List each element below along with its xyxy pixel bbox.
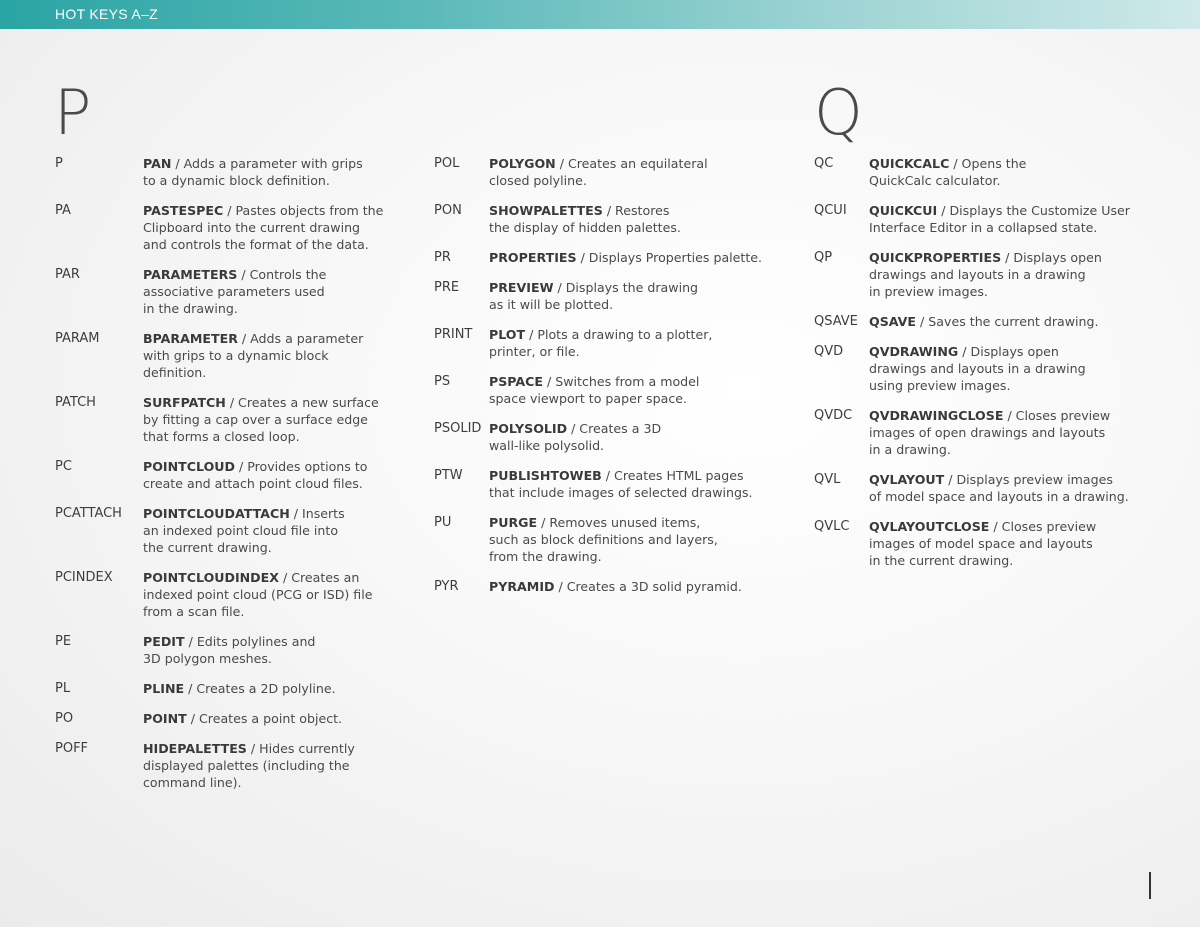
description-line	[869, 249, 1102, 266]
command-name: PURGE	[489, 515, 538, 530]
description-line	[489, 373, 699, 390]
description-line: from a scan file.	[143, 604, 245, 619]
header-title: HOT KEYS A–Z	[55, 6, 158, 22]
description-text: / Creates an	[278, 570, 360, 585]
hotkey-code: PE	[55, 634, 72, 649]
description-text: / Closes preview	[1003, 408, 1111, 423]
description-line	[489, 467, 753, 484]
description-line: such as block definitions and layers,	[489, 532, 718, 547]
description-line: the current drawing.	[143, 540, 272, 555]
hotkey-description	[489, 326, 712, 360]
hotkey-code: PRINT	[434, 327, 473, 342]
description-line: to a dynamic block definition.	[143, 173, 330, 188]
hotkey-description	[489, 249, 762, 266]
column-q	[814, 155, 1154, 582]
command-name: QUICKPROPERTIES	[869, 250, 1002, 265]
hotkey-code: PATCH	[55, 395, 96, 410]
description-text: / Provides options to	[234, 459, 368, 474]
hotkey-description	[489, 420, 661, 454]
hotkey-entry	[814, 313, 1154, 330]
description-line: and controls the format of the data.	[143, 237, 369, 252]
description-text: / Displays the Customize User	[937, 203, 1130, 218]
command-name: QSAVE	[869, 314, 917, 329]
description-line: in a drawing.	[869, 442, 951, 457]
description-text: / Inserts	[289, 506, 345, 521]
description-line	[869, 518, 1096, 535]
description-text: / Closes preview	[989, 519, 1097, 534]
hotkey-entry	[434, 467, 774, 501]
command-name: QVLAYOUTCLOSE	[869, 519, 990, 534]
hotkey-description	[869, 155, 1026, 189]
command-name: POINTCLOUDATTACH	[143, 506, 290, 521]
hotkey-entry	[434, 578, 774, 595]
description-line	[869, 343, 1086, 360]
hotkey-entry	[55, 569, 395, 620]
description-line	[489, 514, 718, 531]
hotkey-code: PTW	[434, 468, 463, 483]
description-line	[143, 330, 363, 347]
command-name: PSPACE	[489, 374, 543, 389]
hotkey-code: PSOLID	[434, 421, 482, 436]
command-name: QUICKCUI	[869, 203, 938, 218]
description-line	[143, 680, 336, 697]
hotkey-entry	[814, 202, 1154, 236]
hotkey-entry	[434, 420, 774, 454]
hotkey-description	[869, 518, 1096, 569]
hotkey-description	[143, 155, 363, 189]
hotkey-code: PR	[434, 250, 451, 265]
command-name: SHOWPALETTES	[489, 203, 603, 218]
description-line	[489, 249, 762, 266]
description-text: / Edits polylines and	[184, 634, 316, 649]
hotkey-description	[489, 155, 708, 189]
description-line: indexed point cloud (PCG or ISD) file	[143, 587, 373, 602]
hotkey-entry	[55, 633, 395, 667]
description-line	[143, 155, 363, 172]
description-line: an indexed point cloud file into	[143, 523, 339, 538]
description-text: / Adds a parameter with grips	[171, 156, 363, 171]
hotkey-code: PYR	[434, 579, 459, 594]
description-line	[869, 313, 1099, 330]
hotkey-code: PCATTACH	[55, 506, 122, 521]
description-line: space viewport to paper space.	[489, 391, 687, 406]
hotkey-entry	[434, 249, 774, 266]
hotkey-code: PCINDEX	[55, 570, 113, 585]
hotkey-description	[869, 313, 1099, 330]
hotkey-description	[143, 680, 336, 697]
description-text: / Adds a parameter	[237, 331, 364, 346]
description-line: command line).	[143, 775, 242, 790]
hotkey-code: PRE	[434, 280, 460, 295]
description-line: of model space and layouts in a drawing.	[869, 489, 1129, 504]
hotkey-entry	[814, 471, 1154, 505]
description-line	[869, 471, 1129, 488]
hotkey-code: PS	[434, 374, 451, 389]
description-line	[489, 155, 708, 172]
hotkey-entry	[434, 373, 774, 407]
hotkey-code: POFF	[55, 741, 89, 756]
hotkey-code: PO	[55, 711, 74, 726]
description-line: that forms a closed loop.	[143, 429, 300, 444]
hotkey-code: PON	[434, 203, 462, 218]
hotkey-entry	[55, 330, 395, 381]
description-line: using preview images.	[869, 378, 1011, 393]
description-line	[489, 202, 681, 219]
header-bar	[0, 0, 1200, 29]
command-name: PEDIT	[143, 634, 185, 649]
section-letter-q: Q	[814, 76, 863, 149]
description-line: in the current drawing.	[869, 553, 1014, 568]
column-p-left	[55, 155, 395, 804]
description-line: create and attach point cloud files.	[143, 476, 363, 491]
description-line	[143, 458, 368, 475]
hotkey-description	[489, 373, 699, 407]
hotkey-code: P	[55, 156, 63, 171]
description-line: as it will be plotted.	[489, 297, 614, 312]
command-name: QVDRAWING	[869, 344, 959, 359]
description-line: images of open drawings and layouts	[869, 425, 1106, 440]
description-line: with grips to a dynamic block	[143, 348, 329, 363]
hotkey-entry	[55, 202, 395, 253]
command-name: POINT	[143, 711, 187, 726]
command-name: BPARAMETER	[143, 331, 238, 346]
hotkey-description	[489, 578, 742, 595]
command-name: QUICKCALC	[869, 156, 950, 171]
command-name: POLYGON	[489, 156, 556, 171]
hotkey-description	[869, 202, 1130, 236]
hotkey-entry	[434, 202, 774, 236]
command-name: PROPERTIES	[489, 250, 577, 265]
hotkey-entry	[434, 514, 774, 565]
hotkey-code: QVD	[814, 344, 844, 359]
command-name: PASTESPEC	[143, 203, 224, 218]
hotkey-code: PARAM	[55, 331, 100, 346]
hotkey-entry	[55, 505, 395, 556]
command-name: PYRAMID	[489, 579, 555, 594]
description-line: the display of hidden palettes.	[489, 220, 681, 235]
hotkey-entry	[55, 458, 395, 492]
description-line	[143, 569, 373, 586]
description-line: QuickCalc calculator.	[869, 173, 1001, 188]
description-text: / Removes unused items,	[537, 515, 701, 530]
command-name: POINTCLOUD	[143, 459, 235, 474]
hotkey-code: PAR	[55, 267, 80, 282]
command-name: POLYSOLID	[489, 421, 568, 436]
page-marker	[1149, 872, 1151, 899]
hotkey-code: QSAVE	[814, 314, 858, 329]
hotkey-code: QP	[814, 250, 833, 265]
command-name: PARAMETERS	[143, 267, 238, 282]
hotkey-entry	[55, 680, 395, 697]
hotkey-code: PU	[434, 515, 452, 530]
description-line: in the drawing.	[143, 301, 238, 316]
description-line: Interface Editor in a collapsed state.	[869, 220, 1098, 235]
hotkey-description	[143, 394, 379, 445]
hotkey-description	[143, 633, 315, 667]
description-text: / Plots a drawing to a plotter,	[525, 327, 713, 342]
hotkey-code: PL	[55, 681, 71, 696]
hotkey-entry	[55, 266, 395, 317]
hotkey-description	[143, 330, 363, 381]
description-line	[489, 578, 742, 595]
command-name: PLINE	[143, 681, 185, 696]
description-line: that include images of selected drawings.	[489, 485, 753, 500]
description-text: / Creates a 3D solid pyramid.	[554, 579, 742, 594]
hotkey-description	[143, 710, 342, 727]
description-line: associative parameters used	[143, 284, 325, 299]
description-line	[143, 633, 315, 650]
description-text: / Displays open	[958, 344, 1059, 359]
hotkey-description	[869, 471, 1129, 505]
hotkey-entry	[434, 279, 774, 313]
hotkey-entry	[55, 710, 395, 727]
description-line: drawings and layouts in a drawing	[869, 267, 1086, 282]
hotkey-description	[869, 343, 1086, 394]
hotkey-description	[489, 279, 698, 313]
hotkey-description	[869, 249, 1102, 300]
hotkey-entry	[434, 155, 774, 189]
hotkey-description	[143, 266, 326, 317]
hotkey-description	[489, 202, 681, 236]
command-name: PLOT	[489, 327, 526, 342]
description-line	[489, 420, 661, 437]
command-name: QVLAYOUT	[869, 472, 945, 487]
hotkey-entry	[55, 394, 395, 445]
description-line: from the drawing.	[489, 549, 602, 564]
command-name: PAN	[143, 156, 172, 171]
hotkey-code: PC	[55, 459, 72, 474]
hotkey-description	[143, 740, 355, 791]
hotkey-code: QC	[814, 156, 834, 171]
command-name: QVDRAWINGCLOSE	[869, 408, 1004, 423]
description-line: 3D polygon meshes.	[143, 651, 272, 666]
hotkey-description	[143, 569, 373, 620]
hotkey-description	[143, 505, 345, 556]
description-line: wall-like polysolid.	[489, 438, 605, 453]
description-line	[143, 740, 355, 757]
hotkey-description	[143, 202, 383, 253]
description-text: / Controls the	[237, 267, 327, 282]
hotkey-entry	[434, 326, 774, 360]
hotkey-code: QVDC	[814, 408, 853, 423]
description-text: / Displays open	[1001, 250, 1102, 265]
description-line	[143, 710, 342, 727]
description-text: / Displays Properties palette.	[576, 250, 763, 265]
description-line: Clipboard into the current drawing	[143, 220, 361, 235]
description-line	[143, 202, 383, 219]
description-text: / Hides currently	[246, 741, 355, 756]
description-text: / Creates a 2D polyline.	[184, 681, 336, 696]
hotkey-description	[489, 514, 718, 565]
hotkey-entry	[814, 155, 1154, 189]
hotkey-entry	[55, 740, 395, 791]
description-line: images of model space and layouts	[869, 536, 1093, 551]
description-line: in preview images.	[869, 284, 988, 299]
hotkey-code: PA	[55, 203, 71, 218]
description-line: by fitting a cap over a surface edge	[143, 412, 368, 427]
description-line: closed polyline.	[489, 173, 587, 188]
command-name: PREVIEW	[489, 280, 554, 295]
description-text: / Restores	[602, 203, 670, 218]
description-text: / Displays preview images	[944, 472, 1113, 487]
hotkey-description	[489, 467, 753, 501]
description-text: / Creates a point object.	[186, 711, 343, 726]
hotkey-entry	[814, 407, 1154, 458]
hotkey-entry	[814, 343, 1154, 394]
hotkey-code: QCUI	[814, 203, 847, 218]
description-text: / Saves the current drawing.	[916, 314, 1099, 329]
section-letter-p: P	[54, 76, 92, 149]
description-line	[869, 407, 1110, 424]
description-text: / Creates HTML pages	[601, 468, 744, 483]
description-text: / Creates a 3D	[567, 421, 662, 436]
command-name: POINTCLOUDINDEX	[143, 570, 279, 585]
command-name: SURFPATCH	[143, 395, 226, 410]
command-name: HIDEPALETTES	[143, 741, 247, 756]
hotkey-code: QVLC	[814, 519, 850, 534]
command-name: PUBLISHTOWEB	[489, 468, 602, 483]
description-line	[143, 266, 326, 283]
description-line	[489, 326, 712, 343]
hotkey-code: POL	[434, 156, 460, 171]
hotkey-description	[869, 407, 1110, 458]
description-text: / Creates a new surface	[225, 395, 379, 410]
hotkey-entry	[814, 518, 1154, 569]
hotkey-code: QVL	[814, 472, 841, 487]
hotkey-description	[143, 458, 368, 492]
description-line: definition.	[143, 365, 207, 380]
description-line	[143, 505, 345, 522]
hotkey-entry	[55, 155, 395, 189]
description-text: / Displays the drawing	[553, 280, 699, 295]
description-line: printer, or file.	[489, 344, 580, 359]
column-p-right	[434, 155, 774, 608]
description-line: drawings and layouts in a drawing	[869, 361, 1086, 376]
description-text: / Opens the	[949, 156, 1027, 171]
description-text: / Creates an equilateral	[555, 156, 708, 171]
description-text: / Switches from a model	[542, 374, 700, 389]
description-line	[869, 202, 1130, 219]
description-line	[489, 279, 698, 296]
description-text: / Pastes objects from the	[223, 203, 384, 218]
description-line	[869, 155, 1026, 172]
description-line: displayed palettes (including the	[143, 758, 350, 773]
description-line	[143, 394, 379, 411]
hotkey-entry	[814, 249, 1154, 300]
